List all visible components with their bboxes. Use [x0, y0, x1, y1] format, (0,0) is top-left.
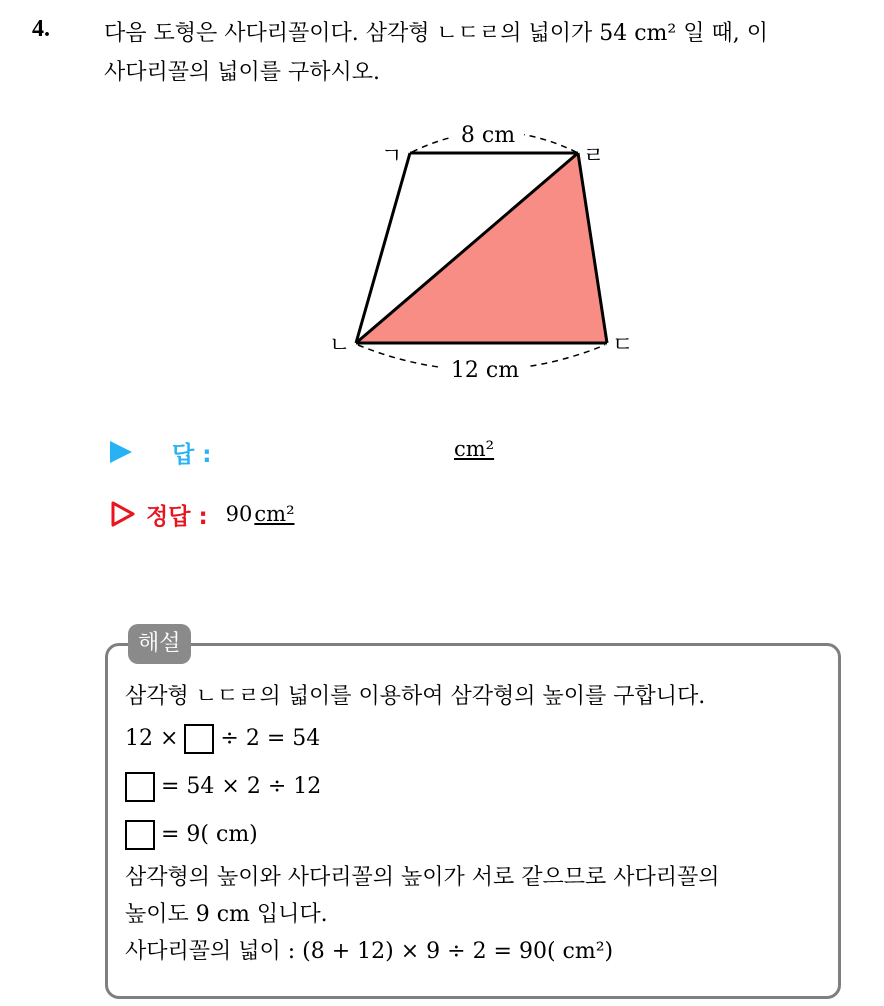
- correct-answer-row: [110, 494, 294, 534]
- explanation-line-1: 삼각형 ㄴㄷㄹ의 넓이를 이용하여 삼각형의 높이를 구합니다.: [125, 684, 706, 709]
- answer-unit: cm²: [454, 437, 495, 461]
- top-length-label: 8 cm: [460, 123, 516, 148]
- equation-1-left: 12 ×: [125, 726, 179, 751]
- correct-answer-unit: cm²: [254, 502, 295, 526]
- answer-row: [110, 432, 211, 472]
- blank-box: [125, 820, 155, 850]
- blank-box: [184, 724, 214, 754]
- vertex-label-rieul: ㄹ: [583, 144, 605, 169]
- explanation-line-6: 높이도 9 cm 입니다.: [125, 902, 328, 927]
- trapezoid-figure: [0, 0, 884, 420]
- equation-1: [125, 715, 835, 763]
- blank-box: [125, 772, 155, 802]
- correct-answer-value: 90: [225, 502, 253, 526]
- question-line-1: 다음 도형은 사다리꼴이다. 삼각형 ㄴㄷㄹ의 넓이가 54 cm² 일 때, 이: [104, 21, 768, 46]
- equation-2-right: = 54 × 2 ÷ 12: [161, 774, 322, 799]
- bottom-length-label: 12 cm: [450, 358, 520, 383]
- shaded-triangle: [356, 153, 607, 343]
- outline-triangle-icon: [110, 500, 136, 528]
- vertex-label-nieun: ㄴ: [329, 333, 351, 358]
- question-number: 4.: [32, 16, 50, 42]
- vertex-label-digeut: ㄷ: [612, 333, 634, 358]
- explanation-line-7: 사다리꼴의 넓이 : (8 + 12) × 9 ÷ 2 = 90( cm²): [125, 939, 614, 964]
- explanation-tag: 해설: [128, 624, 191, 664]
- explanation-body: [125, 678, 835, 970]
- equation-3-right: = 9( cm): [161, 822, 258, 847]
- explanation-line-5: 삼각형의 높이와 사다리꼴의 높이가 서로 같으므로 사다리꼴의: [125, 865, 720, 890]
- vertex-label-giyeok: ㄱ: [381, 144, 403, 169]
- equation-2: [125, 763, 835, 811]
- play-triangle-icon: [110, 441, 132, 463]
- correct-answer-label: 정답 :: [146, 503, 208, 530]
- answer-label: 답 :: [172, 441, 212, 468]
- equation-3: [125, 811, 835, 859]
- question-line-2: 사다리꼴의 넓이를 구하시오.: [104, 60, 381, 85]
- equation-1-right: ÷ 2 = 54: [220, 726, 321, 751]
